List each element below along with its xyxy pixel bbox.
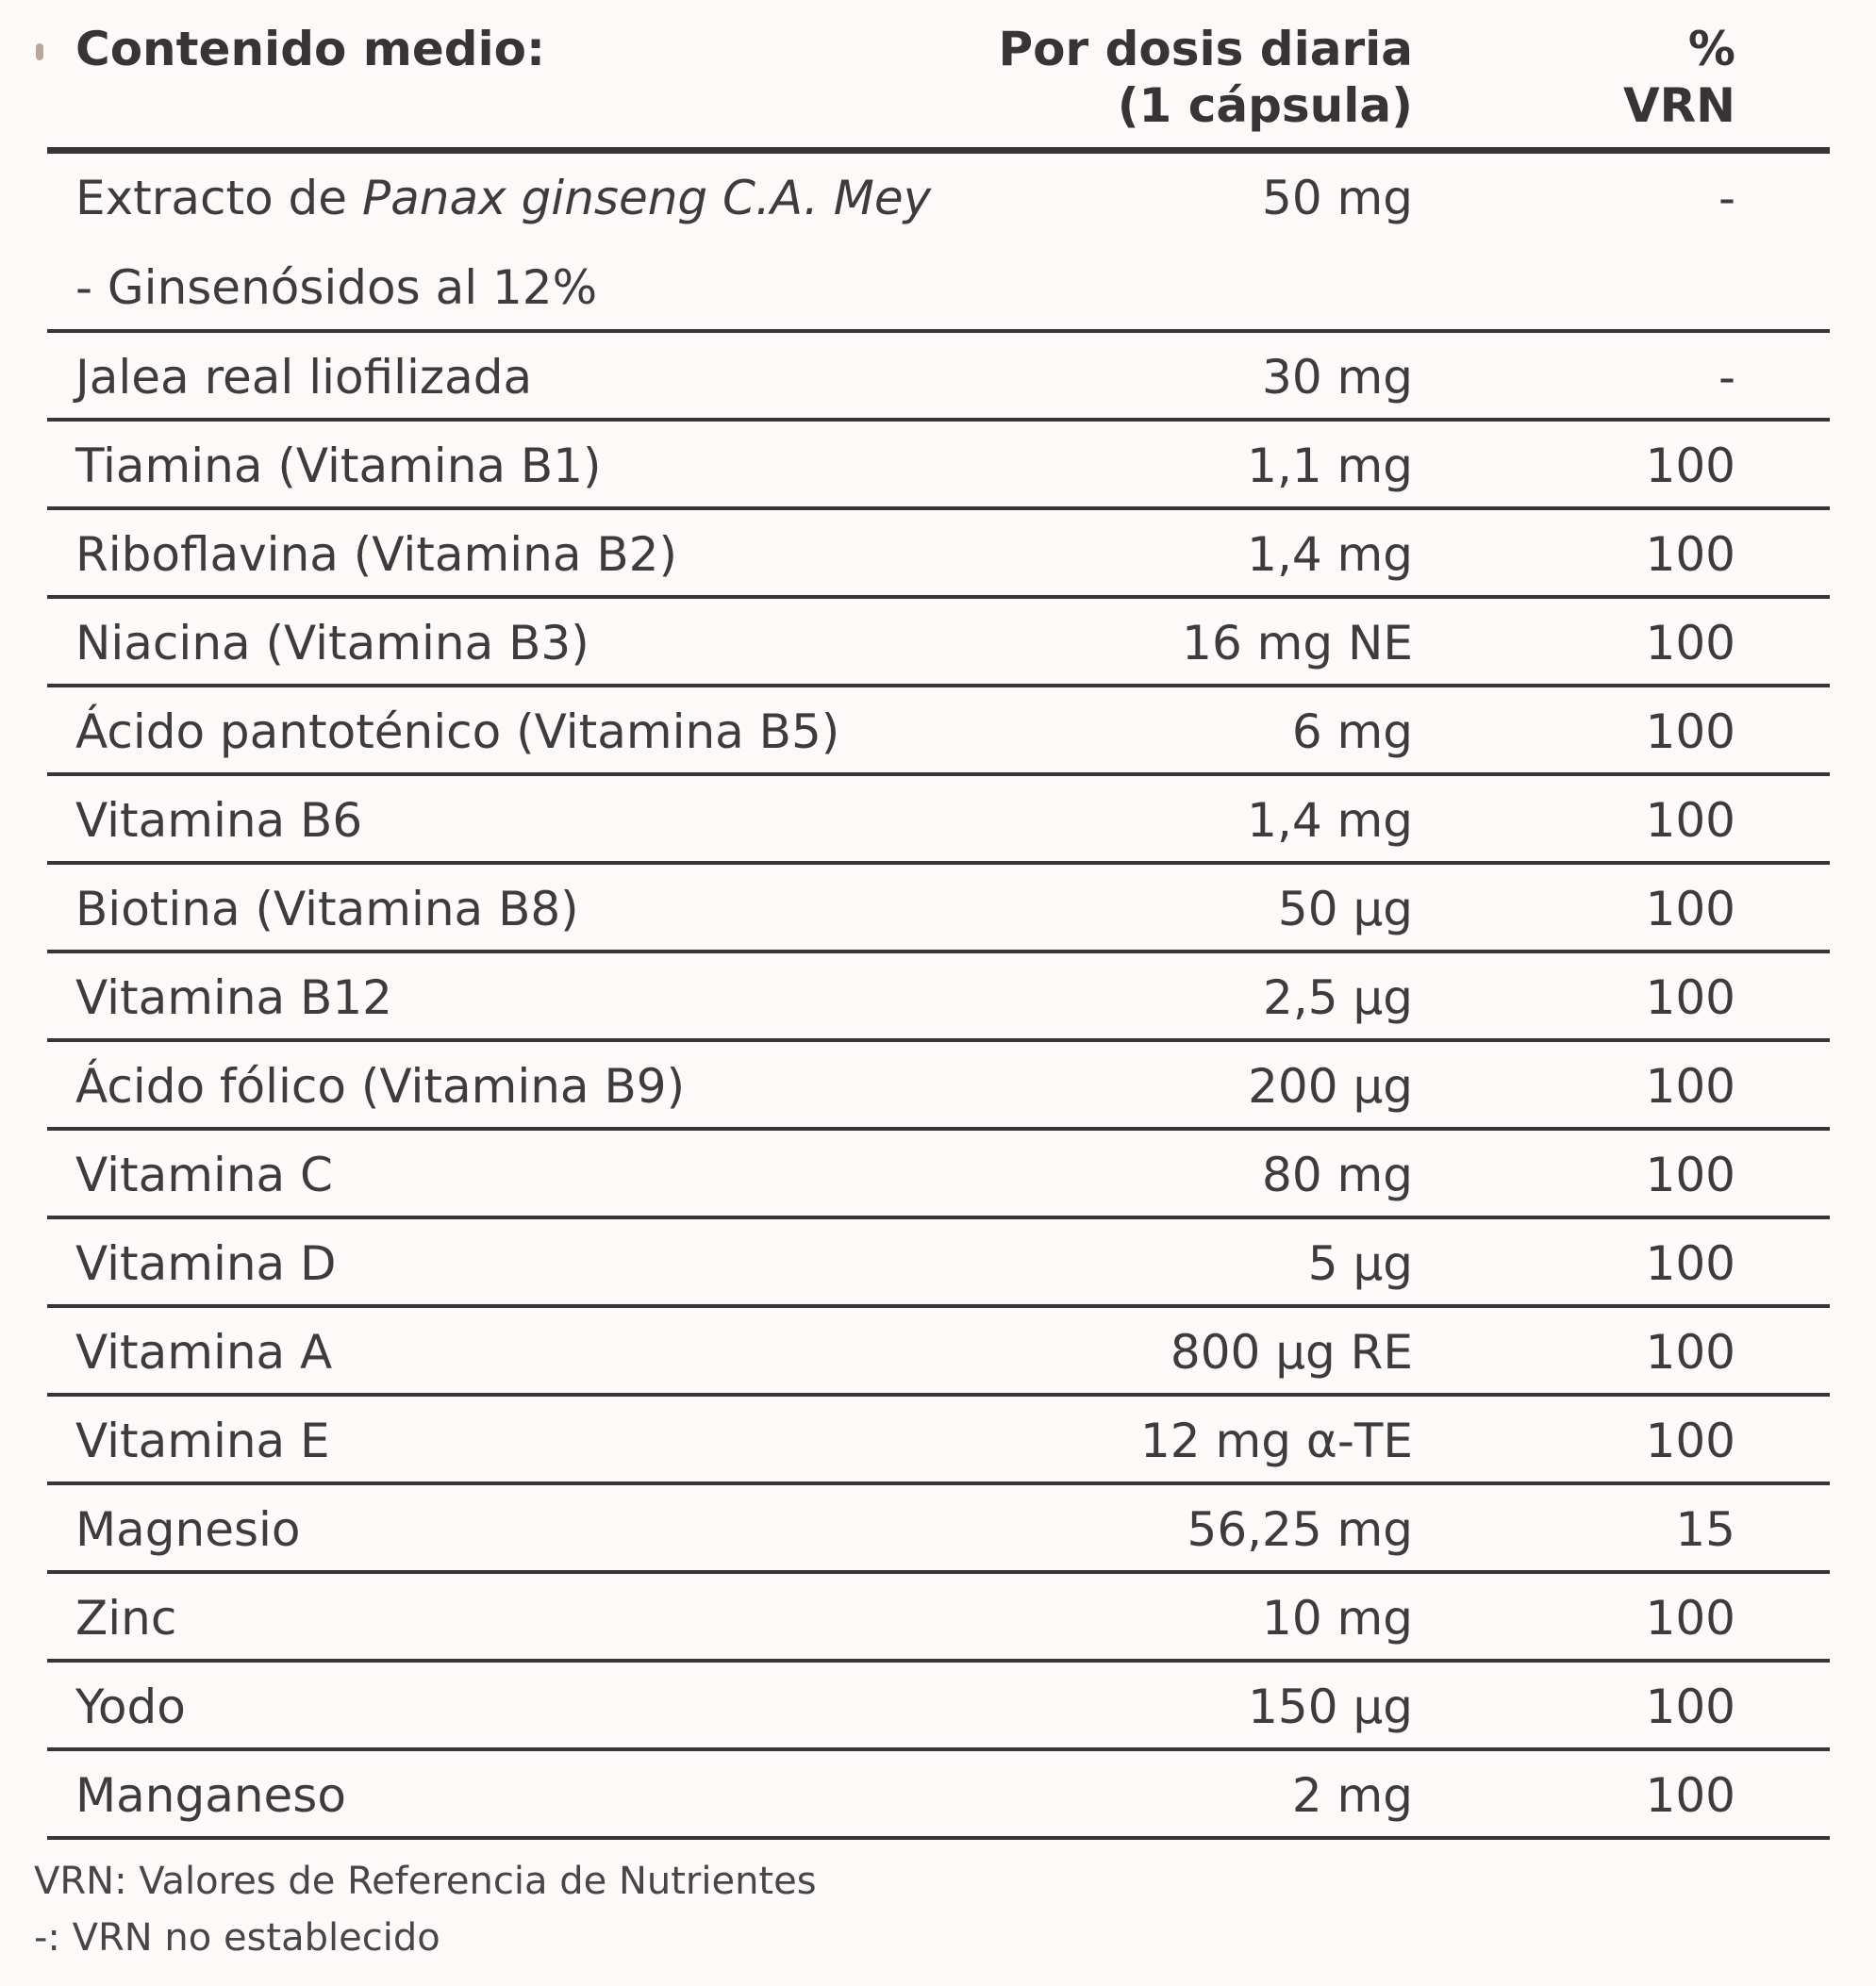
ingredient-subline: - Ginsenósidos al 12%	[75, 260, 598, 315]
ingredient-name: Niacina (Vitamina B3)	[75, 616, 589, 670]
ingredient-name: Tiamina (Vitamina B1)	[75, 439, 602, 493]
table-row	[47, 1663, 1830, 1751]
table-row	[47, 333, 1830, 422]
table-row	[47, 776, 1830, 865]
table-header	[47, 0, 1830, 154]
ingredient-dose: 5 µg	[1307, 1236, 1413, 1291]
nutrition-table	[47, 0, 1830, 1840]
ingredient-name: Yodo	[75, 1680, 186, 1734]
ingredient-dose: 50 µg	[1277, 882, 1413, 936]
footnote-dash: -: VRN no establecido	[34, 1916, 440, 1960]
ingredient-name	[75, 170, 931, 226]
ingredient-dose: 2,5 µg	[1263, 970, 1413, 1025]
ingredient-name: Vitamina A	[75, 1325, 333, 1380]
ingredient-vrn: 100	[1645, 1148, 1735, 1202]
header-daily-dose-line1: Por dosis diaria	[998, 22, 1413, 76]
footnote-vrn: VRN: Valores de Referencia de Nutrientes	[34, 1860, 817, 1903]
ingredient-vrn: 100	[1645, 1325, 1735, 1380]
table-row	[47, 865, 1830, 953]
header-daily-dose-line2: (1 cápsula)	[1117, 78, 1413, 133]
table-row	[47, 599, 1830, 687]
header-vrn-line2: VRN	[1622, 78, 1735, 133]
ingredient-dose: 50 mg	[1262, 171, 1413, 225]
header-daily-dose	[999, 21, 1413, 134]
ingredient-vrn: 100	[1645, 882, 1735, 936]
ingredient-name: Vitamina B12	[75, 970, 392, 1025]
table-row	[47, 1219, 1830, 1308]
ingredient-vrn: 100	[1645, 1768, 1735, 1823]
ingredient-dose: 30 mg	[1262, 350, 1413, 405]
table-row	[47, 422, 1830, 510]
table-row	[47, 1397, 1830, 1485]
ingredient-dose: 12 mg α-TE	[1140, 1414, 1413, 1468]
ingredient-name: Vitamina B6	[75, 793, 363, 848]
ingredient-dose: 6 mg	[1291, 704, 1413, 759]
table-row	[47, 1485, 1830, 1574]
ingredient-vrn: 100	[1645, 793, 1735, 848]
table-row	[47, 510, 1830, 599]
ingredient-name: Vitamina D	[75, 1236, 337, 1291]
ingredient-dose: 2 mg	[1291, 1768, 1413, 1823]
ingredient-vrn: 100	[1645, 970, 1735, 1025]
ingredient-vrn: 100	[1645, 1414, 1735, 1468]
table-row	[47, 154, 1830, 333]
ingredient-vrn: 15	[1675, 1502, 1735, 1557]
header-vrn-line1: %	[1687, 22, 1735, 76]
ingredient-name: Magnesio	[75, 1502, 301, 1557]
table-row	[47, 687, 1830, 776]
ingredient-name: Jalea real liofilizada	[75, 350, 533, 405]
ingredient-dose: 16 mg NE	[1182, 616, 1413, 670]
ingredient-dose: 150 µg	[1248, 1680, 1413, 1734]
ingredient-vrn: 100	[1645, 704, 1735, 759]
ingredient-dose: 800 µg RE	[1170, 1325, 1413, 1380]
ingredient-vrn: 100	[1645, 1591, 1735, 1646]
ingredient-name: Ácido pantoténico (Vitamina B5)	[75, 704, 840, 759]
ingredient-vrn: 100	[1645, 439, 1735, 493]
ingredient-name: Ácido fólico (Vitamina B9)	[75, 1059, 686, 1114]
table-row	[47, 1751, 1830, 1840]
ingredient-name: Riboflavina (Vitamina B2)	[75, 527, 677, 582]
ingredient-dose: 56,25 mg	[1187, 1502, 1413, 1557]
table-row	[47, 1308, 1830, 1397]
ingredient-name: Manganeso	[75, 1768, 346, 1823]
ingredient-name: Biotina (Vitamina B8)	[75, 882, 579, 936]
ingredient-dose: 80 mg	[1262, 1148, 1413, 1202]
ingredient-name-prefix: Extracto de	[75, 171, 362, 225]
table-row	[47, 1042, 1830, 1131]
table-row	[47, 1131, 1830, 1219]
ingredient-name: Vitamina E	[75, 1414, 330, 1468]
table-footnotes	[34, 1853, 817, 1966]
header-content: Contenido medio:	[75, 22, 546, 76]
ingredient-dose: 1,4 mg	[1247, 793, 1413, 848]
ingredient-dose: 1,1 mg	[1247, 439, 1413, 493]
ingredient-vrn: 100	[1645, 1059, 1735, 1114]
ingredient-name: Vitamina C	[75, 1148, 333, 1202]
header-vrn	[1623, 21, 1735, 134]
ingredient-vrn: 100	[1645, 1680, 1735, 1734]
ingredient-vrn: -	[1718, 350, 1735, 405]
ingredient-dose: 200 µg	[1248, 1059, 1413, 1114]
ingredient-vrn: -	[1718, 171, 1735, 225]
bullet-mark	[36, 43, 43, 60]
ingredient-vrn: 100	[1645, 616, 1735, 670]
table-row	[47, 953, 1830, 1042]
ingredient-vrn: 100	[1645, 527, 1735, 582]
table-body	[47, 333, 1830, 1840]
ingredient-dose: 1,4 mg	[1247, 527, 1413, 582]
table-row	[47, 1574, 1830, 1663]
ingredient-name: Zinc	[75, 1591, 177, 1646]
ingredient-name-italic: Panax ginseng C.A. Mey	[361, 171, 932, 225]
ingredient-dose: 10 mg	[1262, 1591, 1413, 1646]
ingredient-vrn: 100	[1645, 1236, 1735, 1291]
